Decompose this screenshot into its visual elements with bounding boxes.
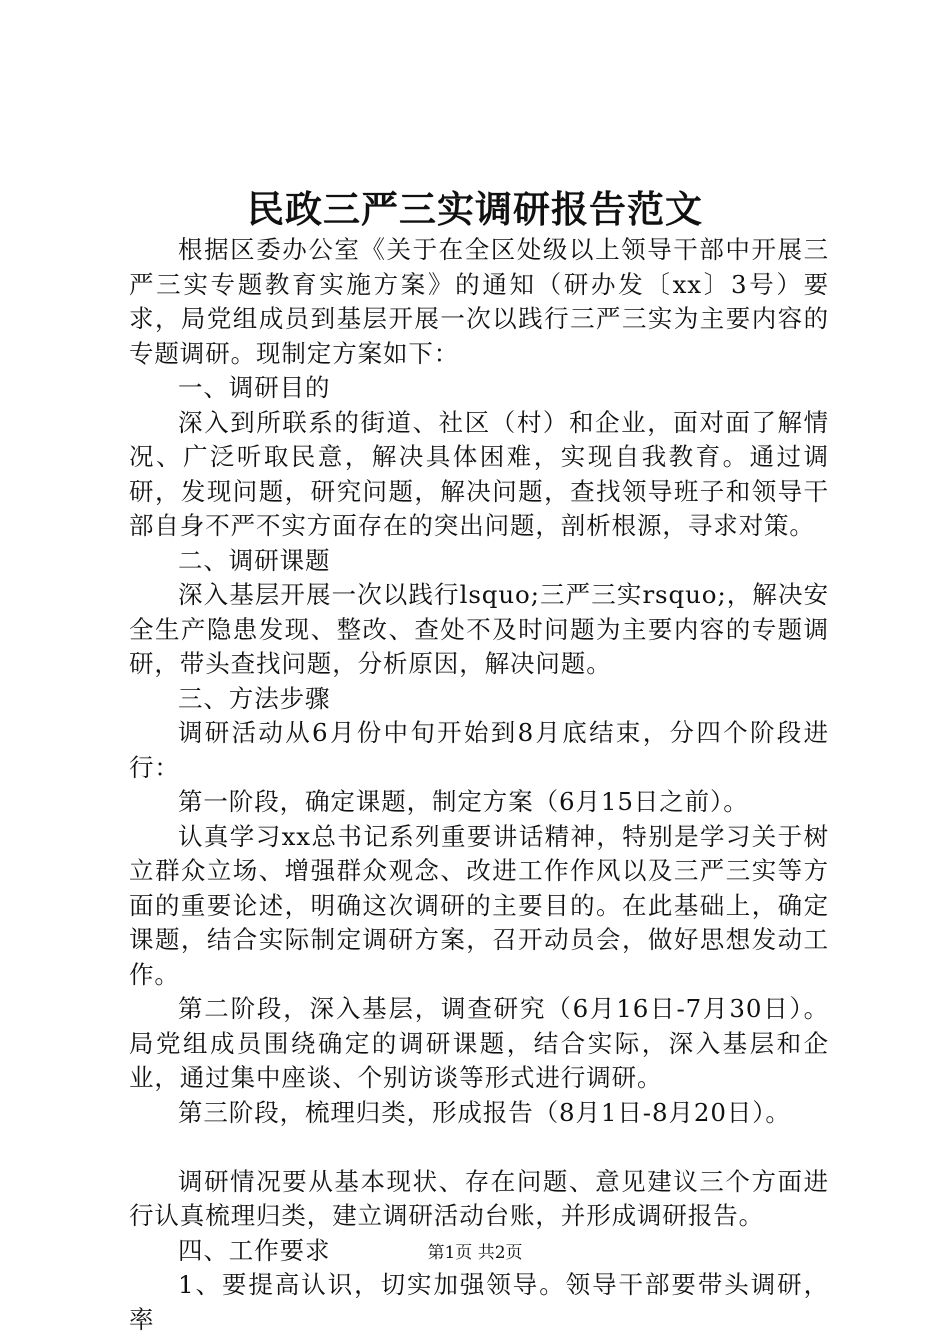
section-heading-requirements: 四、工作要求 (178, 1235, 331, 1265)
paragraph-stage-three: 第三阶段，梳理归类，形成报告（8月1日-8月20日）。 (178, 1097, 791, 1127)
paragraph-intro: 根据区委办公室《关于在全区处级以上领导干部中开展三严三实专题教育实施方案》的通知（研办发〔xx〕3号）要求，局党组成员到基层开展一次以践行三严三实为主要内容的专题调研。现制定方案如下： (129, 235, 829, 368)
section-heading-topic: 二、调研课题 (178, 545, 331, 575)
paragraph-steps-overview: 调研活动从6月份中旬开始到8月底结束，分四个阶段进行： (129, 718, 829, 782)
page-number-footer: 第1页 共2页 (427, 1243, 523, 1263)
blank-line (129, 1130, 829, 1165)
section-heading-steps: 三、方法步骤 (178, 683, 331, 713)
paragraph-stage-one: 第一阶段，确定课题，制定方案（6月15日之前）。 (178, 787, 749, 816)
paragraph-stage-one-detail: 认真学习xx总书记系列重要讲话精神，特别是学习关于树立群众立场、增强群众观念、改进工作作风以及三严三实等方面的重要论述，明确这次调研的主要目的。在此基础上，确定课题，结合实际制定调研方案，召开动员会，做好思想发动工作。 (129, 821, 829, 989)
document-body (129, 233, 829, 1337)
paragraph-stage-two: 第二阶段，深入基层，调查研究（6月16日-7月30日）。局党组成员围绕确定的调研课题，结合实际，深入基层和企业，通过集中座谈、个别访谈等形式进行调研。 (129, 994, 829, 1092)
paragraph-stage-three-detail: 调研情况要从基本现状、存在问题、意见建议三个方面进行认真梳理归类，建立调研活动台账，并形成调研报告。 (129, 1166, 829, 1230)
paragraph-topic: 深入基层开展一次以践行lsquo;三严三实rsquo;，解决安全生产隐患发现、整改、查处不及时问题为主要内容的专题调研，带头查找问题，分析原因，解决问题。 (129, 580, 829, 678)
section-heading-purpose: 一、调研目的 (178, 373, 331, 402)
paragraph-requirement-one: 1、要提高认识，切实加强领导。领导干部要带头调研，率 (129, 1270, 829, 1334)
paragraph-purpose: 深入到所联系的街道、社区（村）和企业，面对面了解情况、广泛听取民意，解决具体困难，实现自我教育。通过调研，发现问题，研究问题，解决问题，查找领导班子和领导干部自身不严不实方面存在的突出问题，剖析根源，寻求对策。 (129, 407, 829, 540)
document-title: 民政三严三实调研报告范文 (247, 187, 703, 231)
